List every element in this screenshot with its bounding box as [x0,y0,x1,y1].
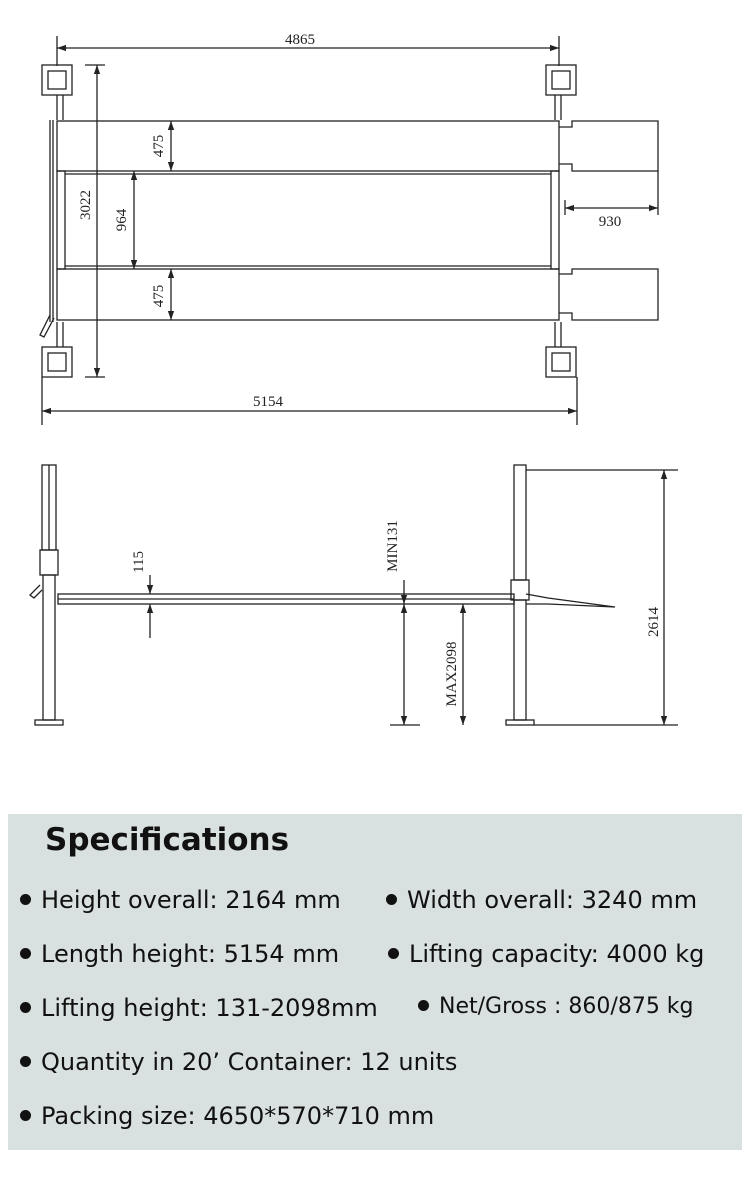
dim-column-height: 2614 [646,607,662,637]
post-bottom-right-icon [546,322,576,377]
spec-net-gross: Net/Gross : 860/875 kg [418,994,694,1019]
specifications-panel [8,814,742,1150]
side-view [30,465,678,725]
spec-length-height: Length height: 5154 mm [20,940,339,968]
dim-max-height: MAX2098 [444,641,460,707]
dim-inner-gap: 964 [114,208,130,232]
bullet-icon [386,894,397,905]
bullet-icon [20,894,31,905]
spec-lifting-capacity: Lifting capacity: 4000 kg [388,940,704,968]
dim-ramp-length: 930 [598,214,622,230]
dim-total-length-top: 4865 [285,32,315,48]
post-bottom-left-icon [42,322,72,377]
dim-platform-thickness: 115 [131,551,147,573]
dim-min-height: MIN131 [385,520,401,572]
specifications-title: Specifications [45,822,290,858]
bullet-icon [20,948,31,959]
spec-width-overall: Width overall: 3240 mm [386,886,697,914]
runway-bottom [57,269,559,320]
spec-quantity-container: Quantity in 20’ Container: 12 units [20,1048,457,1076]
bullet-icon [20,1002,31,1013]
dim-runway-width-bottom: 475 [151,284,167,308]
spec-lifting-height: Lifting height: 131-2098mm [20,994,378,1022]
runway-top [57,121,559,171]
spec-height-overall: Height overall: 2164 mm [20,886,341,914]
bullet-icon [20,1056,31,1067]
bullet-icon [388,948,399,959]
bullet-icon [20,1110,31,1121]
dim-runway-width-top: 475 [151,134,167,158]
spec-packing-size: Packing size: 4650*570*710 mm [20,1102,434,1130]
dim-outer-width: 3022 [78,190,94,220]
top-view [40,36,658,425]
post-top-left-icon [42,65,72,120]
post-top-right-icon [546,65,576,120]
bullet-icon [418,1000,429,1011]
dim-total-length-bottom: 5154 [253,394,283,410]
